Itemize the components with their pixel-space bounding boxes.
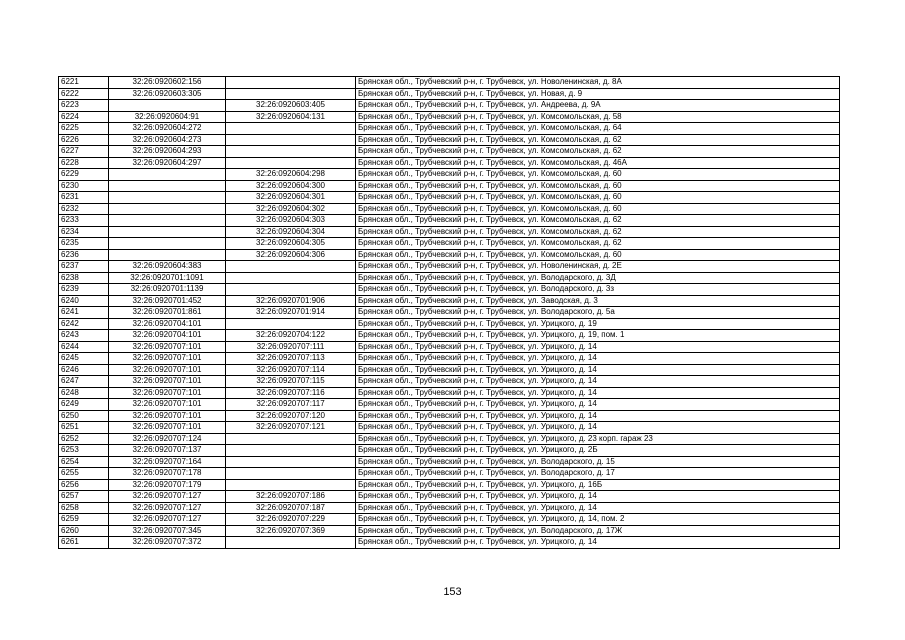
row-number-cell: 6235	[59, 238, 109, 250]
row-number-cell: 6237	[59, 261, 109, 273]
premise-cadastral-number-cell: 32:26:0920701:906	[226, 295, 356, 307]
row-number-cell: 6261	[59, 537, 109, 549]
row-number-cell: 6245	[59, 353, 109, 365]
table-row	[59, 353, 840, 365]
cadastral-number-cell: 32:26:0920707:164	[109, 456, 226, 468]
row-number-cell: 6244	[59, 341, 109, 353]
address-cell: Брянская обл., Трубчевский р-н, г. Трубчевск, ул. Володарского, д. 17	[356, 468, 840, 480]
premise-cadastral-number-cell: 32:26:0920604:302	[226, 203, 356, 215]
registry-table	[58, 76, 840, 549]
premise-cadastral-number-cell: 32:26:0920707:186	[226, 491, 356, 503]
premise-cadastral-number-cell	[226, 134, 356, 146]
table-row	[59, 249, 840, 261]
address-cell: Брянская обл., Трубчевский р-н, г. Трубчевск, ул. Новая, д. 9	[356, 88, 840, 100]
premise-cadastral-number-cell	[226, 88, 356, 100]
table-row	[59, 169, 840, 181]
page-number: 153	[443, 586, 462, 598]
premise-cadastral-number-cell	[226, 456, 356, 468]
address-cell: Брянская обл., Трубчевский р-н, г. Трубчевск, ул. Комсомольская, д. 62	[356, 215, 840, 227]
table-row	[59, 123, 840, 135]
address-cell: Брянская обл., Трубчевский р-н, г. Трубчевск, ул. Урицкого, д. 14	[356, 341, 840, 353]
row-number-cell: 6252	[59, 433, 109, 445]
premise-cadastral-number-cell	[226, 77, 356, 89]
row-number-cell: 6250	[59, 410, 109, 422]
row-number-cell: 6257	[59, 491, 109, 503]
table-row	[59, 537, 840, 549]
row-number-cell: 6227	[59, 146, 109, 158]
row-number-cell: 6238	[59, 272, 109, 284]
cadastral-number-cell	[109, 249, 226, 261]
premise-cadastral-number-cell: 32:26:0920604:305	[226, 238, 356, 250]
row-number-cell: 6246	[59, 364, 109, 376]
premise-cadastral-number-cell: 32:26:0920707:114	[226, 364, 356, 376]
row-number-cell: 6260	[59, 525, 109, 537]
premise-cadastral-number-cell: 32:26:0920707:120	[226, 410, 356, 422]
cadastral-number-cell: 32:26:0920707:127	[109, 491, 226, 503]
table-row	[59, 330, 840, 342]
premise-cadastral-number-cell: 32:26:0920707:369	[226, 525, 356, 537]
address-cell: Брянская обл., Трубчевский р-н, г. Трубчевск, ул. Комсомольская, д. 62	[356, 134, 840, 146]
premise-cadastral-number-cell	[226, 468, 356, 480]
cadastral-number-cell: 32:26:0920707:345	[109, 525, 226, 537]
row-number-cell: 6256	[59, 479, 109, 491]
row-number-cell: 6223	[59, 100, 109, 112]
row-number-cell: 6224	[59, 111, 109, 123]
row-number-cell: 6249	[59, 399, 109, 411]
row-number-cell: 6228	[59, 157, 109, 169]
premise-cadastral-number-cell	[226, 146, 356, 158]
table-row	[59, 422, 840, 434]
address-cell: Брянская обл., Трубчевский р-н, г. Трубчевск, ул. Урицкого, д. 14	[356, 502, 840, 514]
address-cell: Брянская обл., Трубчевский р-н, г. Трубчевск, ул. Урицкого, д. 2Б	[356, 445, 840, 457]
premise-cadastral-number-cell: 32:26:0920604:298	[226, 169, 356, 181]
address-cell: Брянская обл., Трубчевский р-н, г. Трубчевск, ул. Володарского, д. 5а	[356, 307, 840, 319]
table-row	[59, 88, 840, 100]
cadastral-number-cell	[109, 226, 226, 238]
registry-table-body	[59, 77, 840, 549]
address-cell: Брянская обл., Трубчевский р-н, г. Трубчевск, ул. Комсомольская, д. 60	[356, 180, 840, 192]
address-cell: Брянская обл., Трубчевский р-н, г. Трубчевск, ул. Урицкого, д. 14	[356, 387, 840, 399]
table-row	[59, 100, 840, 112]
premise-cadastral-number-cell: 32:26:0920603:405	[226, 100, 356, 112]
row-number-cell: 6226	[59, 134, 109, 146]
address-cell: Брянская обл., Трубчевский р-н, г. Трубчевск, ул. Володарского, д. 3Д	[356, 272, 840, 284]
address-cell: Брянская обл., Трубчевский р-н, г. Трубчевск, ул. Комсомольская, д. 62	[356, 146, 840, 158]
premise-cadastral-number-cell: 32:26:0920604:300	[226, 180, 356, 192]
premise-cadastral-number-cell	[226, 318, 356, 330]
cadastral-number-cell	[109, 203, 226, 215]
cadastral-number-cell: 32:26:0920604:297	[109, 157, 226, 169]
table-row	[59, 479, 840, 491]
row-number-cell: 6247	[59, 376, 109, 388]
row-number-cell: 6231	[59, 192, 109, 204]
cadastral-number-cell	[109, 100, 226, 112]
table-row	[59, 146, 840, 158]
row-number-cell: 6251	[59, 422, 109, 434]
address-cell: Брянская обл., Трубчевский р-н, г. Трубчевск, ул. Урицкого, д. 14, пом. 2	[356, 514, 840, 526]
cadastral-number-cell: 32:26:0920701:861	[109, 307, 226, 319]
premise-cadastral-number-cell: 32:26:0920707:113	[226, 353, 356, 365]
address-cell: Брянская обл., Трубчевский р-н, г. Трубчевск, ул. Урицкого, д. 14	[356, 410, 840, 422]
table-row	[59, 502, 840, 514]
table-row	[59, 203, 840, 215]
cadastral-number-cell: 32:26:0920701:1139	[109, 284, 226, 296]
cadastral-number-cell: 32:26:0920604:383	[109, 261, 226, 273]
premise-cadastral-number-cell: 32:26:0920707:116	[226, 387, 356, 399]
address-cell: Брянская обл., Трубчевский р-н, г. Трубчевск, ул. Комсомольская, д. 46А	[356, 157, 840, 169]
premise-cadastral-number-cell	[226, 479, 356, 491]
table-row	[59, 238, 840, 250]
address-cell: Брянская обл., Трубчевский р-н, г. Трубчевск, ул. Володарского, д. 3з	[356, 284, 840, 296]
address-cell: Брянская обл., Трубчевский р-н, г. Трубчевск, ул. Урицкого, д. 14	[356, 399, 840, 411]
row-number-cell: 6248	[59, 387, 109, 399]
row-number-cell: 6221	[59, 77, 109, 89]
row-number-cell: 6236	[59, 249, 109, 261]
cadastral-number-cell: 32:26:0920707:101	[109, 341, 226, 353]
premise-cadastral-number-cell: 32:26:0920707:121	[226, 422, 356, 434]
premise-cadastral-number-cell	[226, 261, 356, 273]
table-row	[59, 445, 840, 457]
cadastral-number-cell: 32:26:0920704:101	[109, 318, 226, 330]
cadastral-number-cell	[109, 180, 226, 192]
table-row	[59, 215, 840, 227]
cadastral-number-cell: 32:26:0920707:372	[109, 537, 226, 549]
premise-cadastral-number-cell: 32:26:0920707:115	[226, 376, 356, 388]
row-number-cell: 6230	[59, 180, 109, 192]
premise-cadastral-number-cell: 32:26:0920707:187	[226, 502, 356, 514]
address-cell: Брянская обл., Трубчевский р-н, г. Трубчевск, ул. Урицкого, д. 19, пом. 1	[356, 330, 840, 342]
cadastral-number-cell	[109, 238, 226, 250]
premise-cadastral-number-cell: 32:26:0920704:122	[226, 330, 356, 342]
premise-cadastral-number-cell: 32:26:0920604:131	[226, 111, 356, 123]
address-cell: Брянская обл., Трубчевский р-н, г. Трубчевск, ул. Андреева, д. 9А	[356, 100, 840, 112]
row-number-cell: 6258	[59, 502, 109, 514]
cadastral-number-cell	[109, 169, 226, 181]
cadastral-number-cell	[109, 192, 226, 204]
table-row	[59, 180, 840, 192]
table-row	[59, 456, 840, 468]
premise-cadastral-number-cell	[226, 284, 356, 296]
address-cell: Брянская обл., Трубчевский р-н, г. Трубчевск, ул. Урицкого, д. 16Б	[356, 479, 840, 491]
row-number-cell: 6242	[59, 318, 109, 330]
table-row	[59, 226, 840, 238]
address-cell: Брянская обл., Трубчевский р-н, г. Трубчевск, ул. Заводская, д. 3	[356, 295, 840, 307]
address-cell: Брянская обл., Трубчевский р-н, г. Трубчевск, ул. Урицкого, д. 23 корп. гараж 23	[356, 433, 840, 445]
cadastral-number-cell: 32:26:0920707:101	[109, 410, 226, 422]
address-cell: Брянская обл., Трубчевский р-н, г. Трубчевск, ул. Урицкого, д. 14	[356, 353, 840, 365]
table-row	[59, 272, 840, 284]
premise-cadastral-number-cell	[226, 123, 356, 135]
premise-cadastral-number-cell: 32:26:0920707:229	[226, 514, 356, 526]
table-row	[59, 514, 840, 526]
cadastral-number-cell	[109, 215, 226, 227]
table-row	[59, 376, 840, 388]
table-row	[59, 468, 840, 480]
address-cell: Брянская обл., Трубчевский р-н, г. Трубчевск, ул. Урицкого, д. 14	[356, 491, 840, 503]
premise-cadastral-number-cell: 32:26:0920707:111	[226, 341, 356, 353]
address-cell: Брянская обл., Трубчевский р-н, г. Трубчевск, ул. Володарского, д. 17Ж	[356, 525, 840, 537]
table-row	[59, 192, 840, 204]
table-row	[59, 491, 840, 503]
address-cell: Брянская обл., Трубчевский р-н, г. Трубчевск, ул. Комсомольская, д. 60	[356, 203, 840, 215]
cadastral-number-cell: 32:26:0920707:101	[109, 422, 226, 434]
premise-cadastral-number-cell	[226, 445, 356, 457]
cadastral-number-cell: 32:26:0920603:305	[109, 88, 226, 100]
row-number-cell: 6254	[59, 456, 109, 468]
premise-cadastral-number-cell: 32:26:0920701:914	[226, 307, 356, 319]
row-number-cell: 6222	[59, 88, 109, 100]
cadastral-number-cell: 32:26:0920604:293	[109, 146, 226, 158]
cadastral-number-cell: 32:26:0920604:91	[109, 111, 226, 123]
premise-cadastral-number-cell: 32:26:0920604:301	[226, 192, 356, 204]
cadastral-number-cell: 32:26:0920602:156	[109, 77, 226, 89]
table-row	[59, 387, 840, 399]
table-row	[59, 134, 840, 146]
table-row	[59, 307, 840, 319]
table-row	[59, 410, 840, 422]
cadastral-number-cell: 32:26:0920707:178	[109, 468, 226, 480]
address-cell: Брянская обл., Трубчевский р-н, г. Трубчевск, ул. Новоленинская, д. 8А	[356, 77, 840, 89]
cadastral-number-cell: 32:26:0920707:101	[109, 399, 226, 411]
table-row	[59, 295, 840, 307]
address-cell: Брянская обл., Трубчевский р-н, г. Трубчевск, ул. Урицкого, д. 14	[356, 376, 840, 388]
table-row	[59, 364, 840, 376]
row-number-cell: 6234	[59, 226, 109, 238]
cadastral-number-cell: 32:26:0920707:124	[109, 433, 226, 445]
address-cell: Брянская обл., Трубчевский р-н, г. Трубчевск, ул. Комсомольская, д. 64	[356, 123, 840, 135]
table-row	[59, 77, 840, 89]
address-cell: Брянская обл., Трубчевский р-н, г. Трубчевск, ул. Комсомольская, д. 60	[356, 169, 840, 181]
address-cell: Брянская обл., Трубчевский р-н, г. Трубчевск, ул. Новоленинская, д. 2Е	[356, 261, 840, 273]
address-cell: Брянская обл., Трубчевский р-н, г. Трубчевск, ул. Урицкого, д. 14	[356, 537, 840, 549]
table-row	[59, 284, 840, 296]
cadastral-number-cell: 32:26:0920707:101	[109, 387, 226, 399]
address-cell: Брянская обл., Трубчевский р-н, г. Трубчевск, ул. Володарского, д. 15	[356, 456, 840, 468]
row-number-cell: 6232	[59, 203, 109, 215]
cadastral-number-cell: 32:26:0920604:273	[109, 134, 226, 146]
table-row	[59, 261, 840, 273]
address-cell: Брянская обл., Трубчевский р-н, г. Трубчевск, ул. Урицкого, д. 19	[356, 318, 840, 330]
premise-cadastral-number-cell	[226, 157, 356, 169]
table-row	[59, 399, 840, 411]
cadastral-number-cell: 32:26:0920701:1091	[109, 272, 226, 284]
cadastral-number-cell: 32:26:0920701:452	[109, 295, 226, 307]
table-row	[59, 525, 840, 537]
cadastral-number-cell: 32:26:0920704:101	[109, 330, 226, 342]
table-row	[59, 433, 840, 445]
cadastral-number-cell: 32:26:0920707:101	[109, 353, 226, 365]
cadastral-number-cell: 32:26:0920707:127	[109, 502, 226, 514]
row-number-cell: 6259	[59, 514, 109, 526]
row-number-cell: 6253	[59, 445, 109, 457]
address-cell: Брянская обл., Трубчевский р-н, г. Трубчевск, ул. Комсомольская, д. 62	[356, 238, 840, 250]
address-cell: Брянская обл., Трубчевский р-н, г. Трубчевск, ул. Комсомольская, д. 62	[356, 226, 840, 238]
premise-cadastral-number-cell: 32:26:0920604:304	[226, 226, 356, 238]
table-row	[59, 157, 840, 169]
premise-cadastral-number-cell	[226, 433, 356, 445]
row-number-cell: 6225	[59, 123, 109, 135]
cadastral-number-cell: 32:26:0920707:127	[109, 514, 226, 526]
row-number-cell: 6239	[59, 284, 109, 296]
address-cell: Брянская обл., Трубчевский р-н, г. Трубчевск, ул. Комсомольская, д. 60	[356, 249, 840, 261]
address-cell: Брянская обл., Трубчевский р-н, г. Трубчевск, ул. Урицкого, д. 14	[356, 364, 840, 376]
premise-cadastral-number-cell	[226, 272, 356, 284]
premise-cadastral-number-cell: 32:26:0920707:117	[226, 399, 356, 411]
premise-cadastral-number-cell	[226, 537, 356, 549]
row-number-cell: 6233	[59, 215, 109, 227]
cadastral-number-cell: 32:26:0920707:179	[109, 479, 226, 491]
cadastral-number-cell: 32:26:0920707:101	[109, 376, 226, 388]
cadastral-number-cell: 32:26:0920707:137	[109, 445, 226, 457]
row-number-cell: 6241	[59, 307, 109, 319]
cadastral-number-cell: 32:26:0920707:101	[109, 364, 226, 376]
row-number-cell: 6229	[59, 169, 109, 181]
row-number-cell: 6240	[59, 295, 109, 307]
address-cell: Брянская обл., Трубчевский р-н, г. Трубчевск, ул. Урицкого, д. 14	[356, 422, 840, 434]
cadastral-number-cell: 32:26:0920604:272	[109, 123, 226, 135]
premise-cadastral-number-cell: 32:26:0920604:303	[226, 215, 356, 227]
address-cell: Брянская обл., Трубчевский р-н, г. Трубчевск, ул. Комсомольская, д. 60	[356, 192, 840, 204]
row-number-cell: 6255	[59, 468, 109, 480]
table-row	[59, 341, 840, 353]
row-number-cell: 6243	[59, 330, 109, 342]
table-row	[59, 318, 840, 330]
table-row	[59, 111, 840, 123]
premise-cadastral-number-cell: 32:26:0920604:306	[226, 249, 356, 261]
address-cell: Брянская обл., Трубчевский р-н, г. Трубчевск, ул. Комсомольская, д. 58	[356, 111, 840, 123]
